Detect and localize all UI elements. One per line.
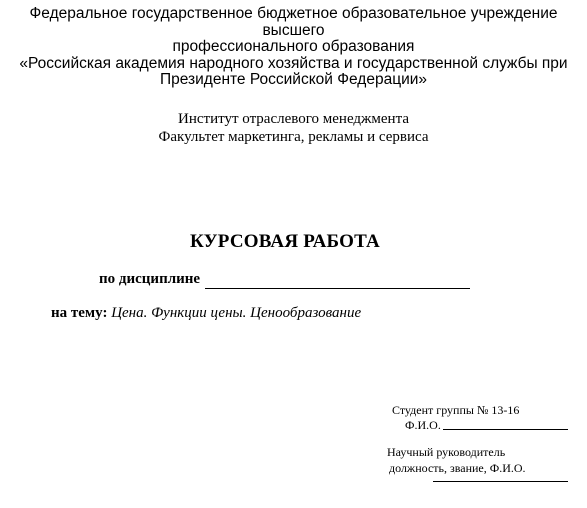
student-group: Студент группы № 13-16 — [392, 403, 520, 417]
header-line-4: Президенте Российской Федерации» — [159, 71, 428, 88]
institute-block — [0, 110, 587, 146]
supervisor-blank-line — [433, 481, 568, 482]
header-line-3: «Российская академия народного хозяйства и государственной службы при — [19, 54, 568, 72]
topic-row — [51, 305, 361, 322]
organization-header — [0, 6, 587, 89]
topic-value: Цена. Функции цены. Ценообразование — [111, 305, 362, 321]
supervisor-label: Научный руководитель — [387, 445, 506, 459]
student-fio-blank-line — [443, 429, 568, 430]
header-line-2: профессионального образования — [172, 38, 415, 55]
supervisor-details: должность, звание, Ф.И.О. — [389, 461, 526, 475]
document-title: КУРСОВАЯ РАБОТА — [190, 231, 380, 252]
faculty-name: Факультет маркетинга, рекламы и сервиса — [158, 129, 429, 145]
header-line-1: Федеральное государственное бюджетное образовательное учреждение высшего — [29, 5, 558, 39]
student-fio-label: Ф.И.О. — [405, 418, 441, 432]
discipline-label: по дисциплине — [99, 271, 201, 287]
discipline-blank-line — [205, 288, 470, 289]
topic-label: на тему: — [51, 305, 108, 321]
institute-name: Институт отраслевого менеджмента — [178, 111, 409, 127]
